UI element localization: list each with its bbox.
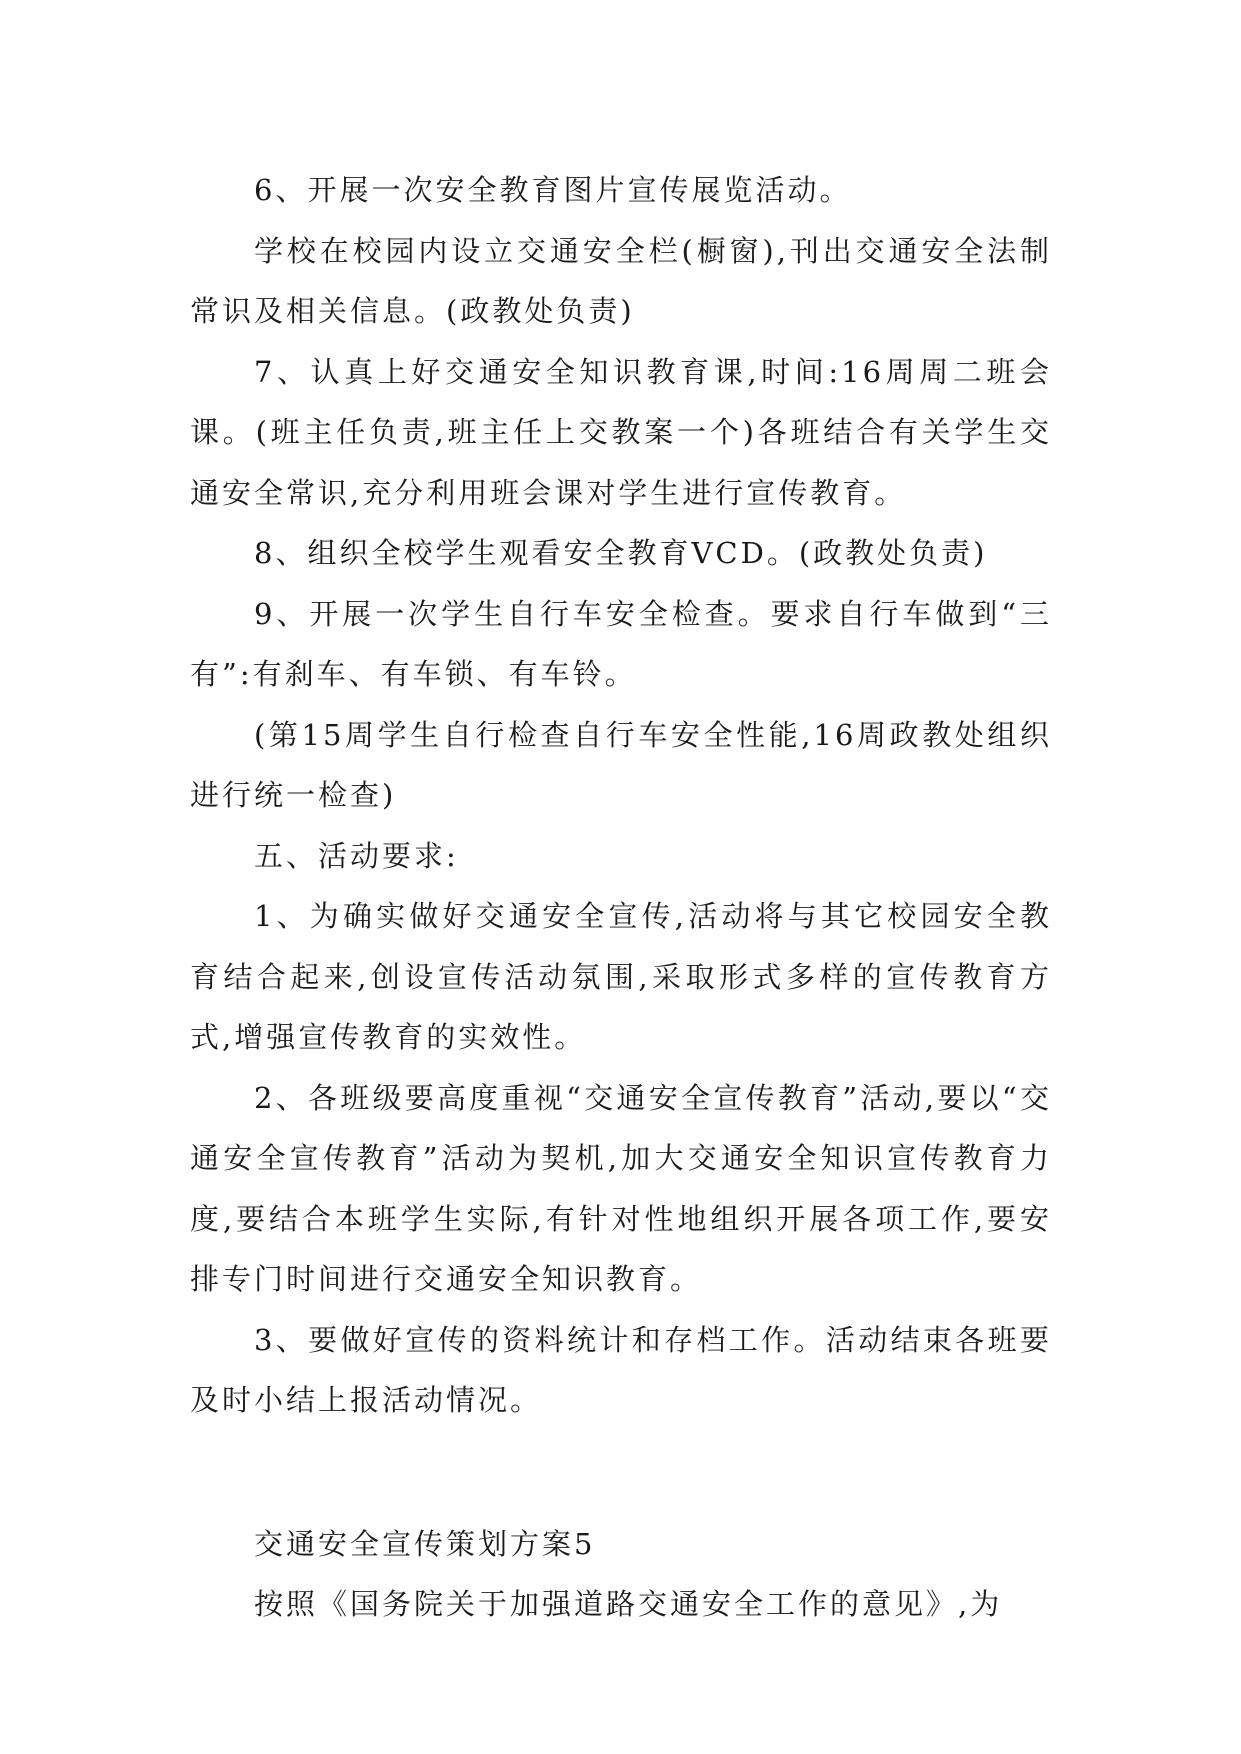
paragraph-traffic-column: 学校在校园内设立交通安全栏(橱窗),刊出交通安全法制常识及相关信息。(政教处负责) [190,233,1052,328]
paragraph-item-7: 7、认真上好交通安全知识教育课,时间:16周周二班会课。(班主任负责,班主任上交教案一个)各班结合有关学生交通安全常识,充分利用班会课对学生进行宣传教育。 [190,354,1052,510]
section-spacer [190,1431,1052,1514]
paragraph-requirement-1: 1、为确实做好交通安全宣传,活动将与其它校园安全教育结合起来,创设宣传活动氛围,采取形式多样的宣传教育方式,增强宣传教育的实效性。 [190,899,1052,1054]
paragraph-item-6: 6、开展一次安全教育图片宣传展览活动。 [254,173,852,207]
document-body [190,160,1052,1635]
section-heading-requirements: 五、活动要求: [254,838,459,873]
paragraph-bike-check-note: (第15周学生自行检查自行车安全性能,16周政教处组织进行统一检查) [190,717,1052,812]
paragraph-section-intro: 按照《国务院关于加强道路交通安全工作的意见》,为 [254,1587,1003,1621]
paragraph-item-9: 9、开展一次学生自行车安全检查。要求自行车做到“三有”:有刹车、有车锁、有车铃。 [190,596,1052,691]
paragraph-requirement-2: 2、各班级要高度重视“交通安全宣传教育”活动,要以“交通安全宣传教育”活动为契机,加大交通安全知识宣传教育力度,要结合本班学生实际,有针对性地组织开展各项工作,要安排专门时间进行交通安全知识教育。 [190,1080,1052,1296]
paragraph-requirement-3: 3、要做好宣传的资料统计和存档工作。活动结束各班要及时小结上报活动情况。 [190,1322,1052,1417]
section-title: 交通安全宣传策划方案5 [254,1526,596,1561]
paragraph-item-8: 8、组织全校学生观看安全教育VCD。(政教处负责) [254,536,988,570]
